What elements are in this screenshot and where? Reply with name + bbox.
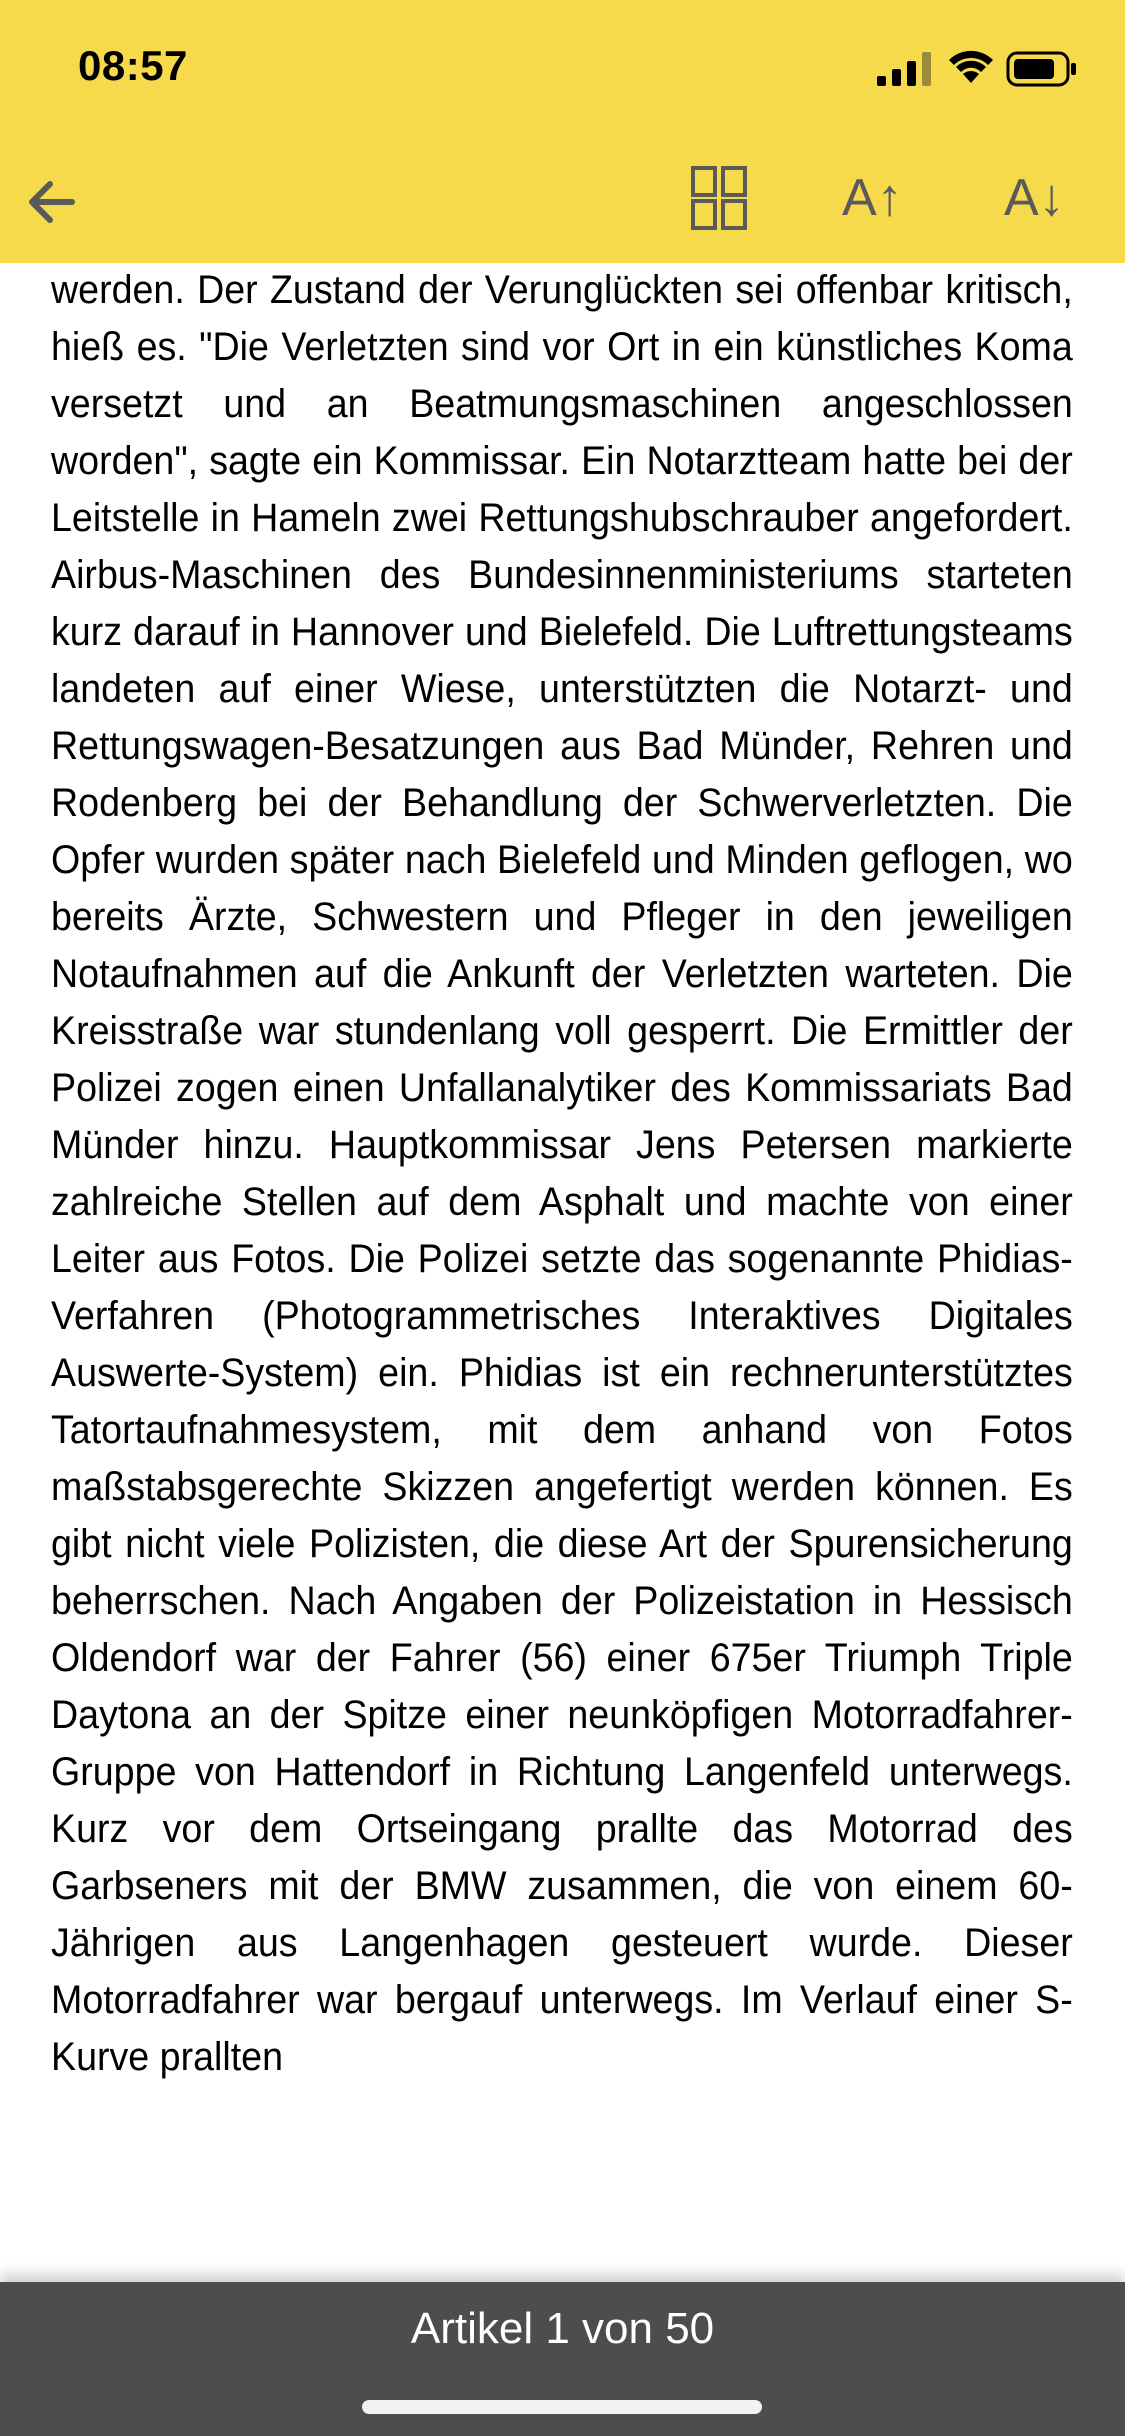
app-header [0,0,1125,263]
toolbar [0,132,1125,263]
home-indicator[interactable] [362,2400,762,2414]
cellular-signal-icon [877,52,935,86]
grid-icon [690,165,748,231]
font-size-decrease-button[interactable] [1004,160,1082,236]
bottom-bar [0,2282,1125,2436]
article-body[interactable] [51,205,1073,2280]
font-size-increase-button[interactable] [842,160,920,236]
wifi-icon [948,49,994,85]
grid-view-button[interactable] [690,165,748,231]
article-text: werden. Der Zustand der Verunglückten sei offenbar kritisch, hieß es. "Die Verletzten sind vor Ort in ein künstliches Koma versetzt und an Beatmungsmaschinen angeschlossen worden", sagte ein Kommissar. Ein Notarztteam hatte bei der Leitstelle in Hameln zwei Rettungshubschrauber angefordert. Airbus-Maschinen des Bundesinnenministeriums starteten kurz darauf in Hannover und Bielefeld. Die Luftrettungsteams landeten auf einer Wiese, unterstützten die Notarzt- und Rettungswagen-Besatzungen aus Bad Münder, Rehren und Rodenberg bei der Behandlung der Schwerverletzten. Die Opfer wurden später nach Bielefeld und Minden geflogen, wo bereits Ärzte, Schwestern und Pfleger in den jeweiligen Notaufnahmen auf die Ankunft der Verletzten warteten. Die Kreisstraße war stundenlang voll gesperrt. Die Ermittler der Polizei zogen einen Unfallanalytiker des Kommissariats Bad Münder hinzu. Hauptkommissar Jens Petersen markierte zahlreiche Stellen auf dem Asphalt und machte von einer Leiter aus Fotos. Die Polizei setzte das sogenannte Phidias-Verfahren (Photogrammetrisches Interaktives Digitales Auswerte-System) ein. Phidias ist ein rechnerunterstütztes Tatortaufnahmesystem, mit dem anhand von Fotos maßstabsgerechte Skizzen angefertigt werden können. Es gibt nicht viele Polizisten, die diese Art der Spurensicherung beherrschen. Nach Angaben der Polizeistation in Hessisch Oldendorf war der Fahrer (56) einer 675er Triumph Triple Daytona an der Spitze einer neunköpfigen Motorradfahrer-Gruppe von Hattendorf in Richtung Langenfeld unterwegs. Kurz vor dem Ortseingang prallte das Motorrad des Garbseners mit der BMW zusammen, die von einem 60-Jährigen aus Langenhagen gesteuert wurde. Dieser Motorradfahrer war bergauf unterwegs. Im Verlauf einer S-Kurve prallten [51,268,1073,2079]
status-time: 08:57 [78,42,188,89]
status-bar [0,0,1125,132]
article-counter: Artikel 1 von 50 [410,2304,715,2353]
font-increase-label: A↑ [842,169,903,227]
font-decrease-label: A↓ [1004,169,1065,227]
arrow-left-icon [22,172,82,232]
battery-icon [1006,50,1078,88]
back-button[interactable] [22,172,82,232]
